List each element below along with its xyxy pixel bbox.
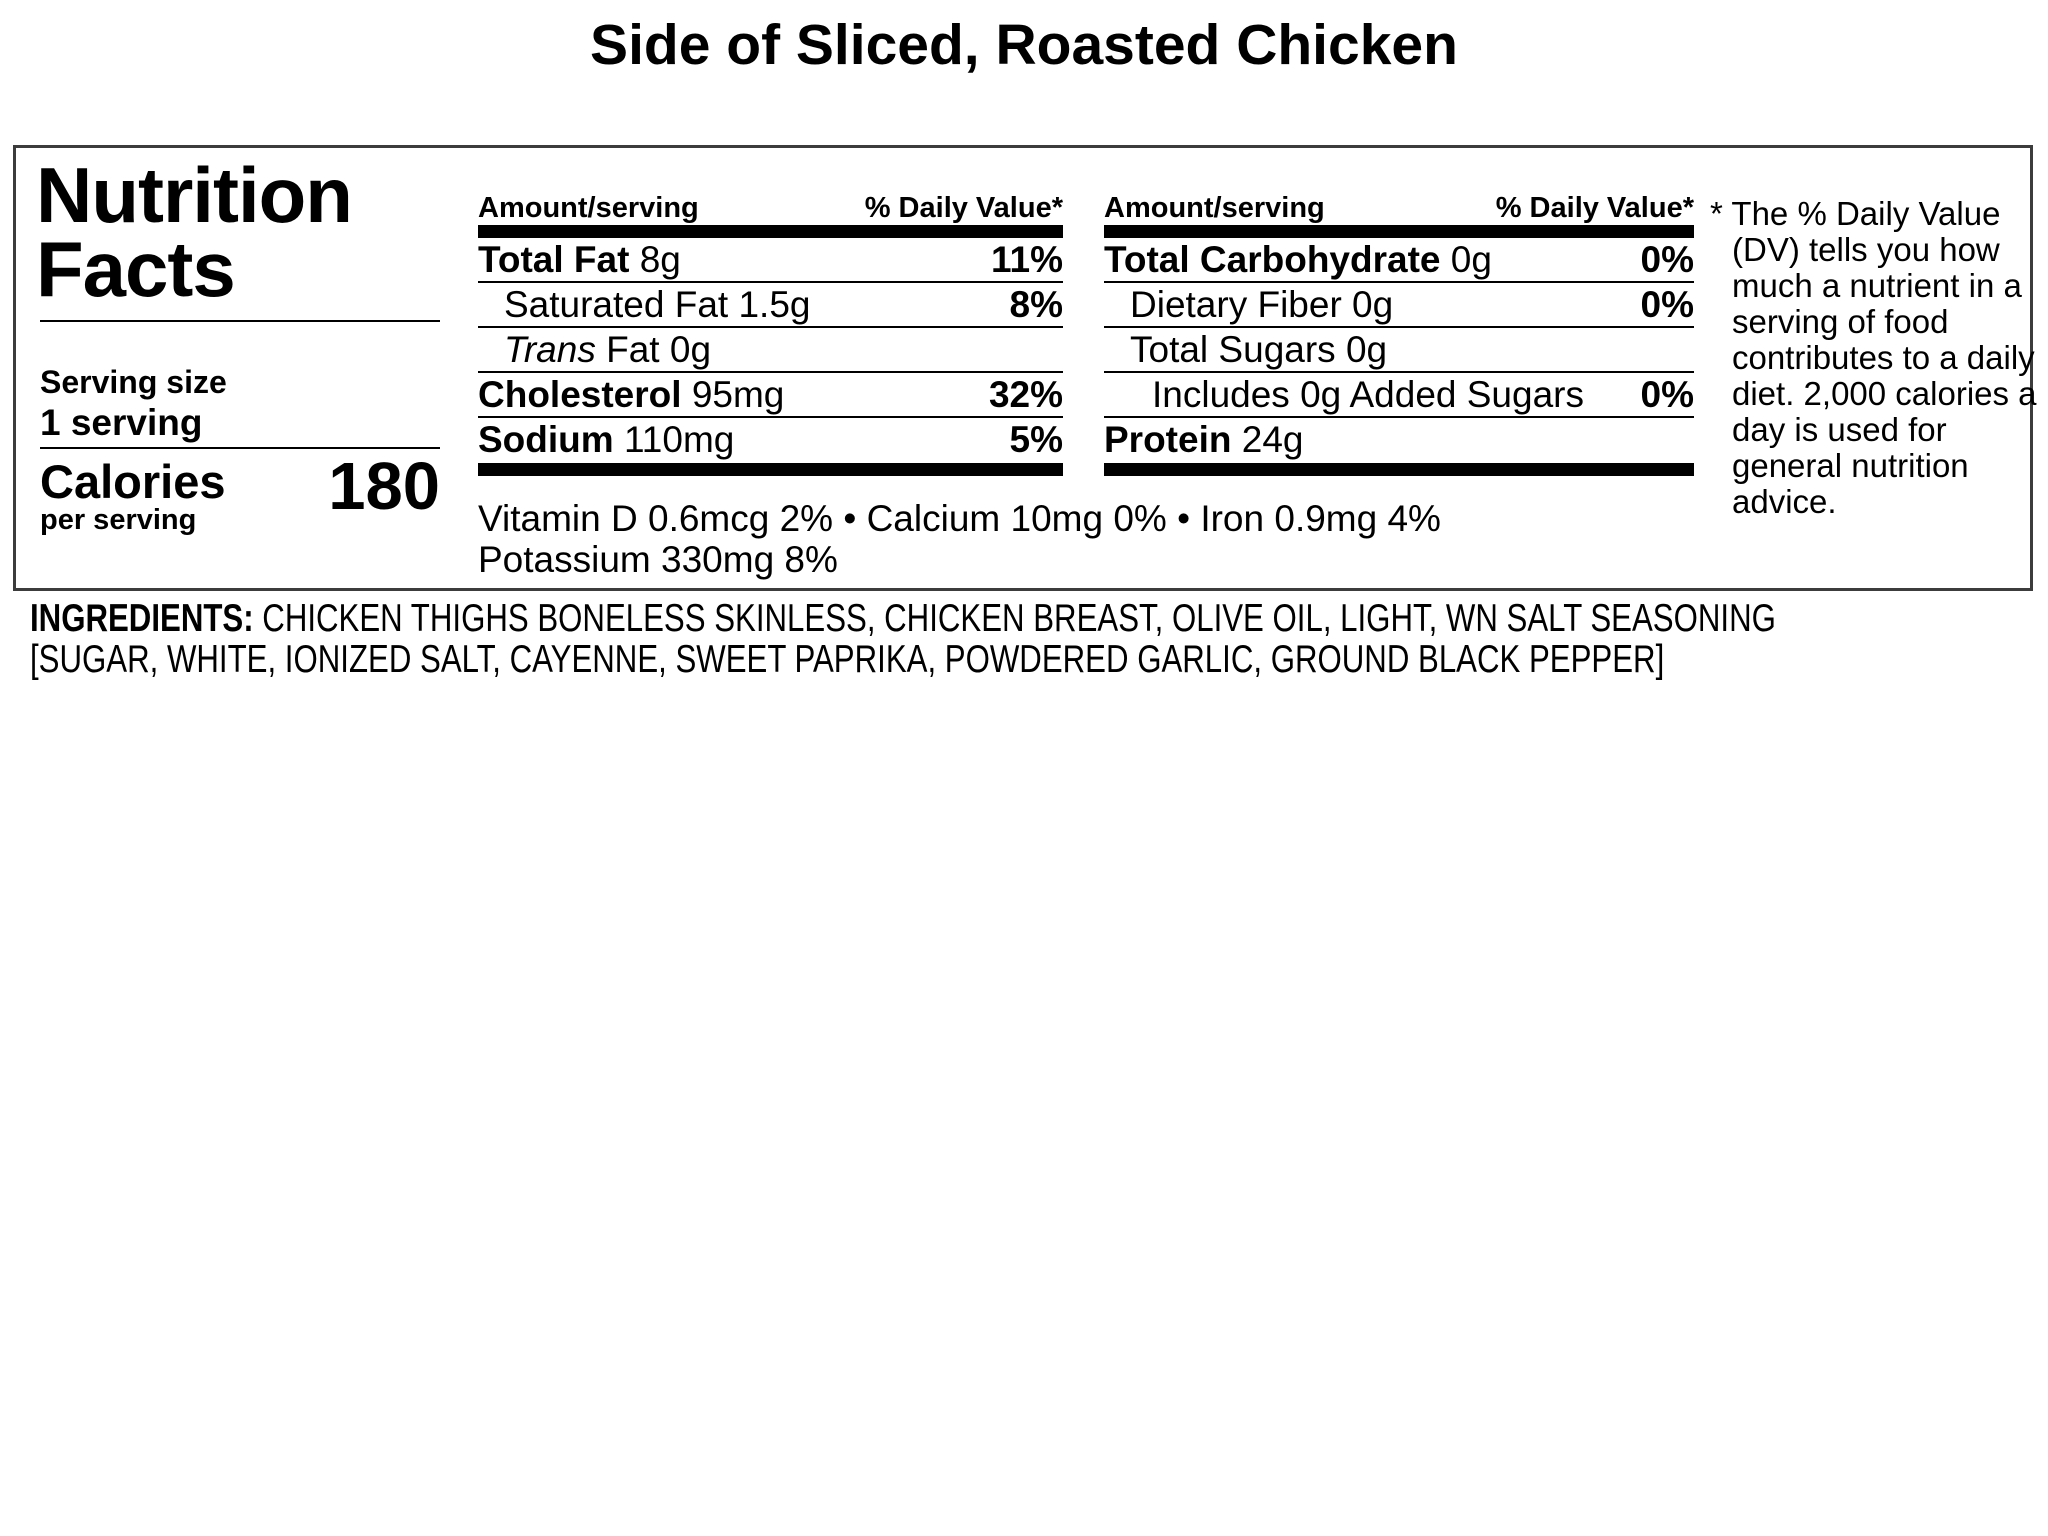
calories-label: Calories (40, 455, 226, 508)
thick-bar (1104, 225, 1694, 238)
nutrient-row-dietary-fiber (1104, 283, 1694, 328)
calories-value: 180 (328, 449, 440, 524)
amount-per-serving-header: Amount/serving (478, 192, 699, 224)
nutrient-row-added-sugars (1104, 373, 1694, 418)
serving-size-label: Serving size (40, 364, 227, 400)
micronutrients-line-2: Potassium 330mg 8% (478, 539, 838, 580)
daily-value-footnote (1710, 196, 2044, 520)
calories-per-serving-label: per serving (40, 504, 197, 536)
nutrient-label: Protein 24g (1104, 419, 1304, 460)
nutrient-dv: 8% (1009, 284, 1063, 325)
nutrition-facts-panel (13, 145, 2037, 591)
serving-size-value: 1 serving (40, 402, 203, 443)
ingredients-line-1: INGREDIENTS: CHICKEN THIGHS BONELESS SKINLESS, CHICKEN BREAST, OLIVE OIL, LIGHT, WN SALT SEASONING (30, 597, 1776, 640)
nutrient-label: Cholesterol 95mg (478, 374, 785, 415)
amount-per-serving-header: Amount/serving (1104, 192, 1325, 224)
thick-bar (478, 463, 1063, 476)
ingredients-line-2: [SUGAR, WHITE, IONIZED SALT, CAYENNE, SWEET PAPRIKA, POWDERED GARLIC, GROUND BLACK PEPPER] (30, 638, 1665, 681)
daily-value-header: % Daily Value* (1495, 192, 1694, 224)
micronutrients (478, 498, 1708, 580)
column-header (478, 187, 1063, 225)
divider-rule (40, 320, 440, 322)
nutrient-label: Total Fat 8g (478, 239, 681, 280)
nutrient-label: Sodium 110mg (478, 419, 735, 460)
nutrient-label: Saturated Fat 1.5g (504, 284, 811, 325)
nutrient-dv: 0% (1640, 374, 1694, 415)
nutrient-row-cholesterol (478, 373, 1063, 418)
nutrient-dv: 32% (988, 374, 1063, 415)
nutrient-row-total-carbohydrate (1104, 238, 1694, 283)
nutrient-label: Total Carbohydrate 0g (1104, 239, 1492, 280)
ingredients-statement (30, 598, 1776, 680)
thick-bar (478, 225, 1063, 238)
page-title: Side of Sliced, Roasted Chicken (590, 13, 1458, 77)
footnote-text: The % Daily Value (DV) tells you how much a nutrient in a serving of food contributes to a daily diet. 2,000 calories a day is used for general nutrition advice. (1731, 195, 2037, 520)
nutrient-row-protein (1104, 418, 1694, 463)
nutrient-dv: 0% (1640, 284, 1694, 325)
nutrient-row-sodium (478, 418, 1063, 463)
nutrient-row-total-fat (478, 238, 1063, 283)
footnote-marker: * (1710, 195, 1723, 232)
nutrient-column-carbohydrate (1104, 187, 1694, 476)
nutrient-column-fat (478, 187, 1063, 476)
nutrient-label: Includes 0g Added Sugars (1152, 374, 1584, 415)
nutrient-label: Trans Fat 0g (504, 329, 712, 370)
nutrient-dv: 5% (1009, 419, 1063, 460)
thick-bar (1104, 463, 1694, 476)
nutrition-facts-heading: Nutrition Facts (36, 151, 352, 313)
nutrient-row-total-sugars (1104, 328, 1694, 373)
daily-value-header: % Daily Value* (864, 192, 1063, 224)
nutrient-label: Dietary Fiber 0g (1130, 284, 1394, 325)
nutrient-dv: 11% (990, 239, 1063, 280)
column-header (1104, 187, 1694, 225)
micronutrients-line-1: Vitamin D 0.6mcg 2% • Calcium 10mg 0% • Iron 0.9mg 4% (478, 498, 1441, 539)
nutrient-row-saturated-fat (478, 283, 1063, 328)
nutrient-label: Total Sugars 0g (1130, 329, 1388, 370)
ingredients-label: INGREDIENTS: (30, 597, 254, 640)
nutrient-row-trans-fat (478, 328, 1063, 373)
nutrient-dv: 0% (1640, 239, 1694, 280)
